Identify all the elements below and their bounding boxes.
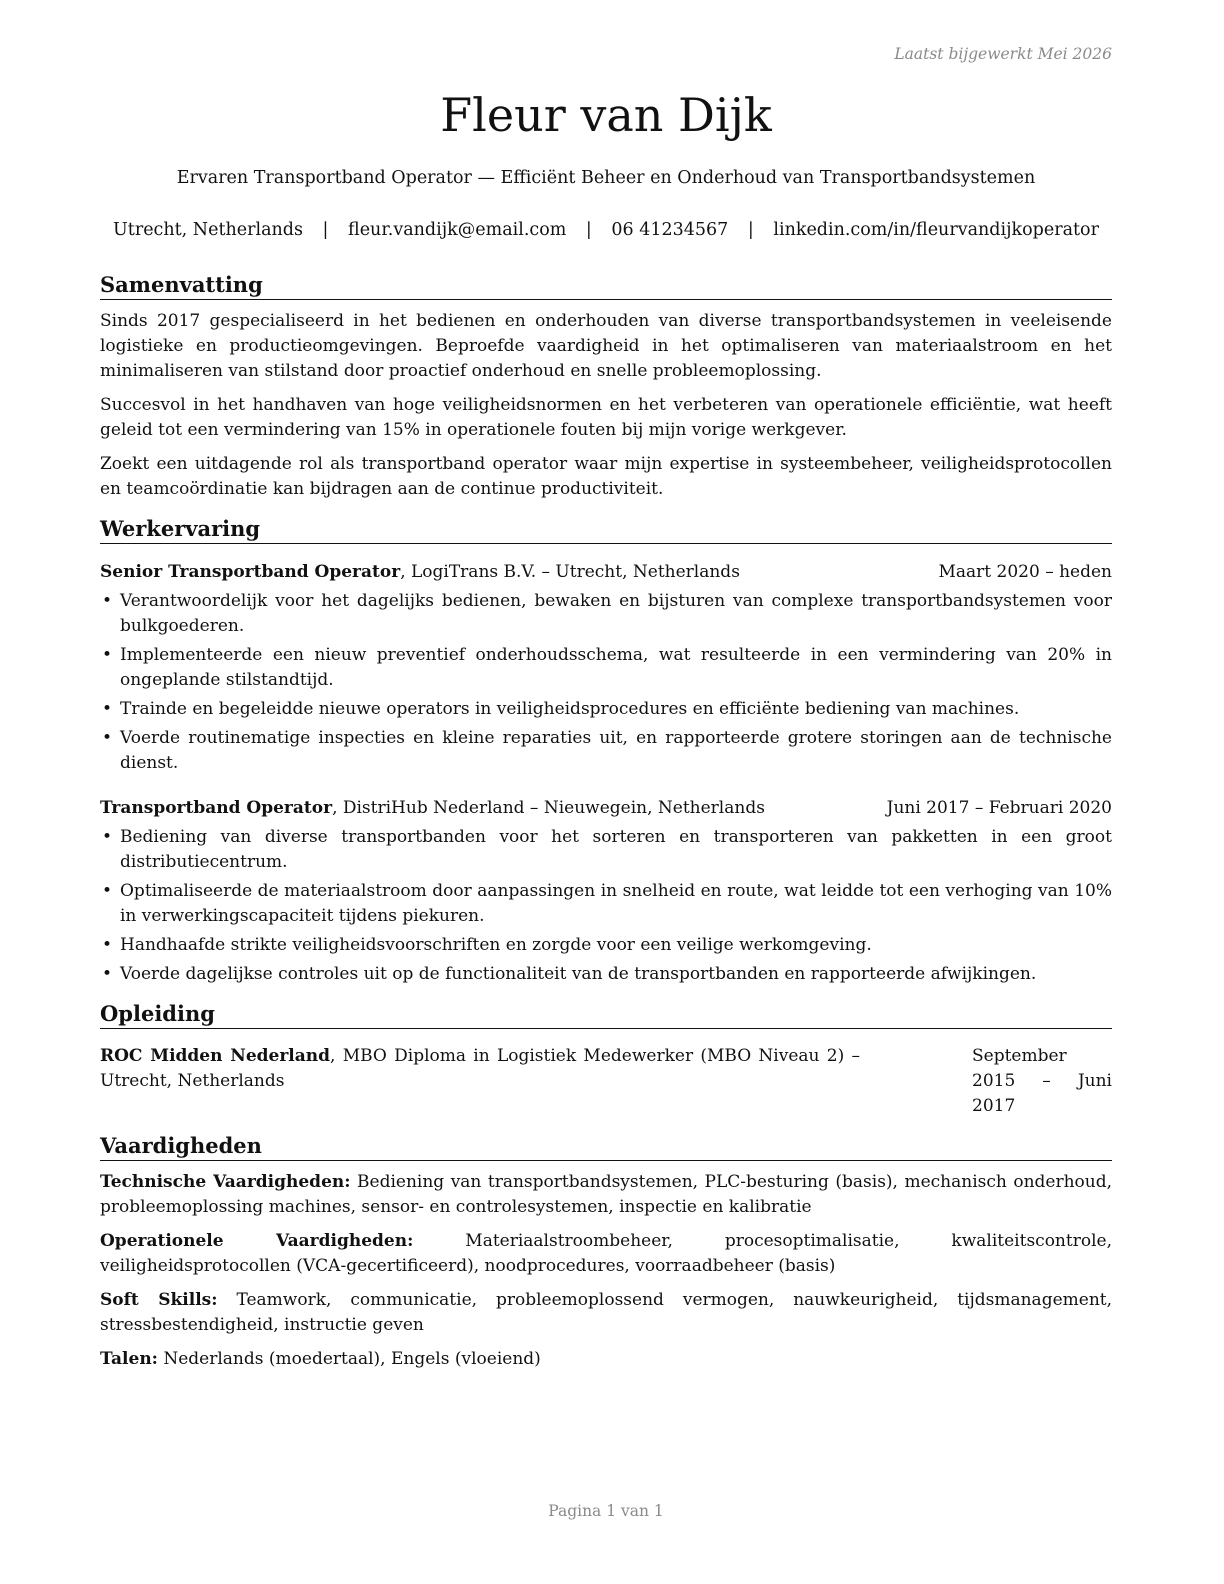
education-dates: September 2015 – Juni 2017	[972, 1046, 1112, 1116]
job-header	[100, 560, 1112, 585]
skill-text: Nederlands (moedertaal), Engels (vloeiend)	[157, 1349, 541, 1369]
contact-email[interactable]: fleur.vandijk@email.com	[348, 220, 567, 240]
skill-group	[100, 1347, 1112, 1372]
section-title-summary: Samenvatting	[100, 272, 1112, 300]
last-updated: Laatst bijgewerkt Mei 2026	[894, 45, 1112, 63]
contact-linkedin[interactable]: linkedin.com/in/fleurvandijkoperator	[773, 220, 1099, 240]
section-title-education: Opleiding	[100, 1001, 1112, 1029]
list-item: • Bediening van diverse transportbanden voor het sorteren en transporteren van pakketten in een groot distributiecentrum.	[100, 825, 1112, 875]
job-company: , DistriHub Nederland – Nieuwegein, Netherlands	[332, 798, 765, 818]
skill-group	[100, 1170, 1112, 1220]
skill-text: Teamwork, communicatie, probleemoplossend vermogen, nauwkeurigheid, tijdsmanagement, stressbestendigheid, instructie geven	[100, 1290, 1112, 1335]
contact-separator: |	[585, 220, 592, 240]
candidate-name: Fleur van Dijk	[440, 88, 772, 142]
job-header	[100, 796, 1112, 821]
summary-paragraph: Sinds 2017 gespecialiseerd in het bedienen en onderhouden van diverse transportbandsystemen in veeleisende logistieke en productieomgevingen. Beproefde vaardigheid in het optimaliseren van materiaalstroom en het minimaliseren van stilstand door proactief onderhoud en snelle probleemoplossing.	[100, 311, 1112, 381]
list-item: • Voerde routinematige inspecties en kleine reparaties uit, en rapporteerde grotere storingen aan de technische dienst.	[100, 726, 1112, 776]
education-section	[100, 1001, 1112, 1119]
job-bullets	[100, 589, 1112, 776]
job-dates: Maart 2020 – heden	[938, 562, 1112, 582]
contact-phone[interactable]: 06 41234567	[611, 220, 729, 240]
job-title-line	[100, 560, 740, 585]
job-dates: Juni 2017 – Februari 2020	[886, 798, 1112, 818]
section-title-skills: Vaardigheden	[100, 1133, 1112, 1161]
skill-group	[100, 1229, 1112, 1279]
summary-paragraph: Succesvol in het handhaven van hoge veiligheidsnormen en het verbeteren van operationele efficiëntie, wat heeft geleid tot een vermindering van 15% in operationele fouten bij mijn vorige werkgever.	[100, 395, 1112, 440]
list-item: • Verantwoordelijk voor het dagelijks bedienen, bewaken en bijsturen van complexe transportbandsystemen voor bulkgoederen.	[100, 589, 1112, 639]
skill-label: Soft Skills:	[100, 1290, 218, 1310]
job-bullets	[100, 825, 1112, 987]
education-degree: , MBO Diploma in Logistiek Medewerker (MBO Niveau 2) – Utrecht, Netherlands	[100, 1046, 860, 1091]
contact-line	[0, 220, 1212, 240]
page-number: Pagina 1 van 1	[548, 1502, 664, 1520]
job-role: Senior Transportband Operator	[100, 562, 401, 582]
skill-label: Technische Vaardigheden:	[100, 1172, 351, 1192]
list-item: • Trainde en begeleidde nieuwe operators in veiligheidsprocedures en efficiënte bediening van machines.	[100, 697, 1112, 722]
skill-label: Operationele Vaardigheden:	[100, 1231, 414, 1251]
list-item: • Implementeerde een nieuw preventief onderhoudsschema, wat resulteerde in een vermindering van 20% in ongeplande stilstandtijd.	[100, 643, 1112, 693]
contact-separator: |	[322, 220, 329, 240]
tagline: Ervaren Transportband Operator — Efficiënt Beheer en Onderhoud van Transportbandsystemen	[176, 168, 1036, 188]
job-company: , LogiTrans B.V. – Utrecht, Netherlands	[400, 562, 740, 582]
skills-section	[100, 1133, 1112, 1372]
list-item: • Optimaliseerde de materiaalstroom door aanpassingen in snelheid en route, wat leidde tot een verhoging van 10% in verwerkingscapaciteit tijdens piekuren.	[100, 879, 1112, 929]
job-role: Transportband Operator	[100, 798, 333, 818]
education-school: ROC Midden Nederland	[100, 1046, 331, 1066]
list-item: • Handhaafde strikte veiligheidsvoorschriften en zorgde voor een veilige werkomgeving.	[100, 933, 1112, 958]
skill-group	[100, 1288, 1112, 1338]
resume-content	[100, 272, 1112, 1372]
skill-text: Materiaalstroombeheer, procesoptimalisatie, kwaliteitscontrole, veiligheidsprotocollen (VCA-gecertificeerd), noodprocedures, voorraadbeheer (basis)	[100, 1231, 1112, 1276]
skill-text: Bediening van transportbandsystemen, PLC-besturing (basis), mechanisch onderhoud, probleemoplossing machines, sensor- en controlesystemen, inspectie en kalibratie	[100, 1172, 1113, 1217]
skill-label: Talen:	[100, 1349, 158, 1369]
education-details	[100, 1044, 860, 1119]
summary-paragraph: Zoekt een uitdagende rol als transportband operator waar mijn expertise in systeembeheer, veiligheidsprotocollen en teamcoördinatie kan bijdragen aan de continue productiviteit.	[100, 454, 1112, 499]
summary-section	[100, 272, 1112, 502]
contact-separator: |	[747, 220, 754, 240]
contact-location: Utrecht, Netherlands	[113, 220, 303, 240]
section-title-experience: Werkervaring	[100, 516, 1112, 544]
job-title-line	[100, 796, 765, 821]
list-item: • Voerde dagelijkse controles uit op de functionaliteit van de transportbanden en rapporteerde afwijkingen.	[100, 962, 1112, 987]
experience-section	[100, 516, 1112, 987]
education-entry	[100, 1044, 1112, 1119]
